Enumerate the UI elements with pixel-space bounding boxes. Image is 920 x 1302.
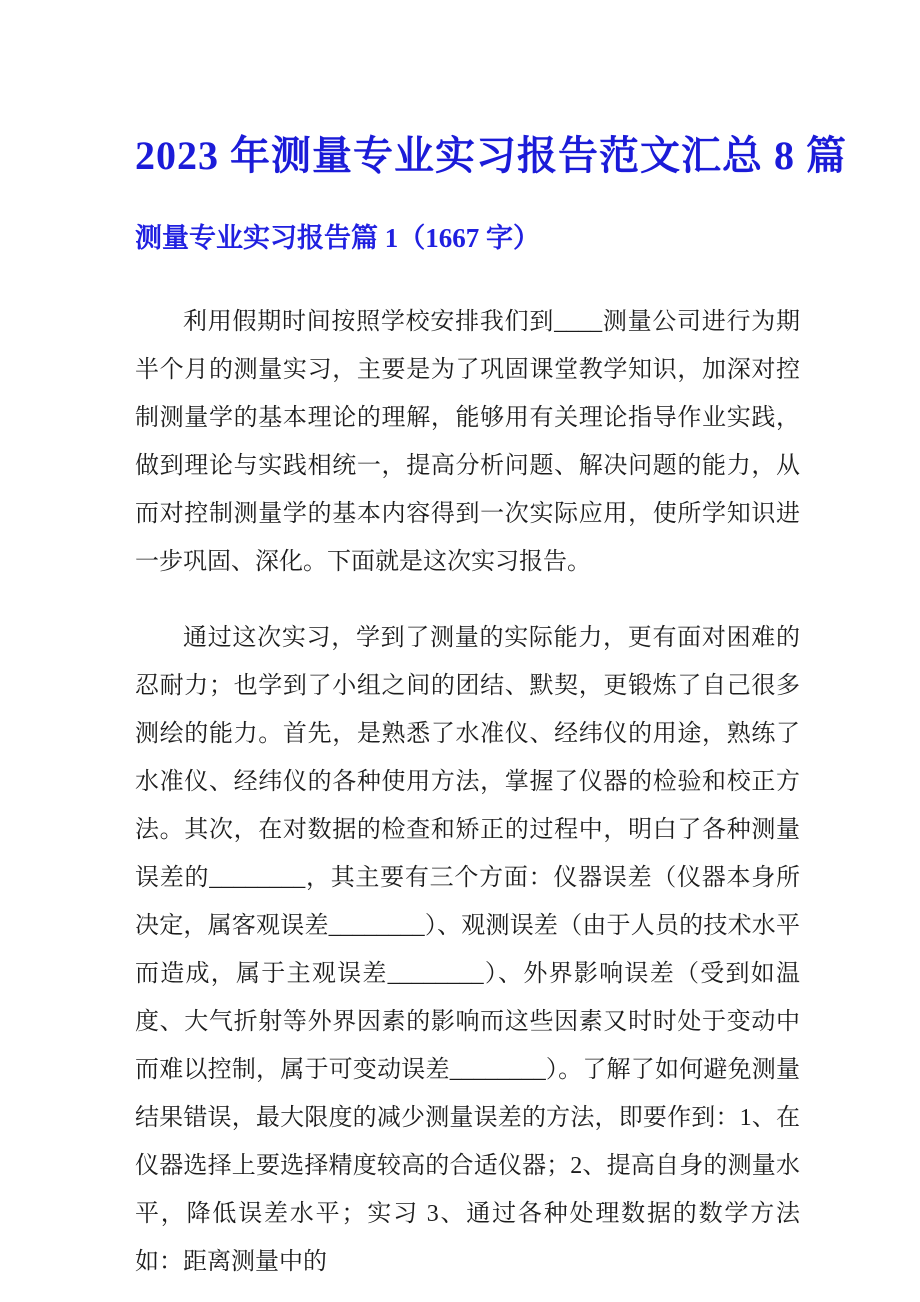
document-title: 2023 年测量专业实习报告范文汇总 8 篇 xyxy=(135,133,847,178)
paragraph-experience: 通过这次实习，学到了测量的实际能力，更有面对困难的忍耐力；也学到了小组之间的团结、默契，更锻炼了自己很多测绘的能力。首先，是熟悉了水准仪、经纬仪的用途，熟练了水准仪、经纬仪的各种使用方法，掌握了仪器的检验和校正方法。其次，在对数据的检查和矫正的过程中，明白了各种测量误差的________，其主要有三个方面：仪器误差（仪器本身所决定，属客观误差________）、观测误差（由于人员的技术水平而造成，属于主观误差________）、外界影响误差（受到如温度、大气折射等外界因素的影响而这些因素又时时处于变动中而难以控制，属于可变动误差________）。了解了如何避免测量结果错误，最大限度的减少测量误差的方法，即要作到：1、在仪器选择上要选择精度较高的合适仪器；2、提高自身的测量水平，降低误差水平；实习 3、通过各种处理数据的数学方法如：距离测量中的 xyxy=(135,625,800,1275)
section-heading: 测量专业实习报告篇 1（1667 字） xyxy=(135,223,540,253)
paragraph-intro: 利用假期时间按照学校安排我们到____测量公司进行为期半个月的测量实习，主要是为了巩固课堂教学知识，加深对控制测量学的基本理论的理解，能够用有关理论指导作业实践，做到理论与实践相统一，提高分析问题、解决问题的能力，从而对控制测量学的基本内容得到一次实际应用，使所学知识进一步巩固、深化。下面就是这次实习报告。 xyxy=(135,309,800,575)
